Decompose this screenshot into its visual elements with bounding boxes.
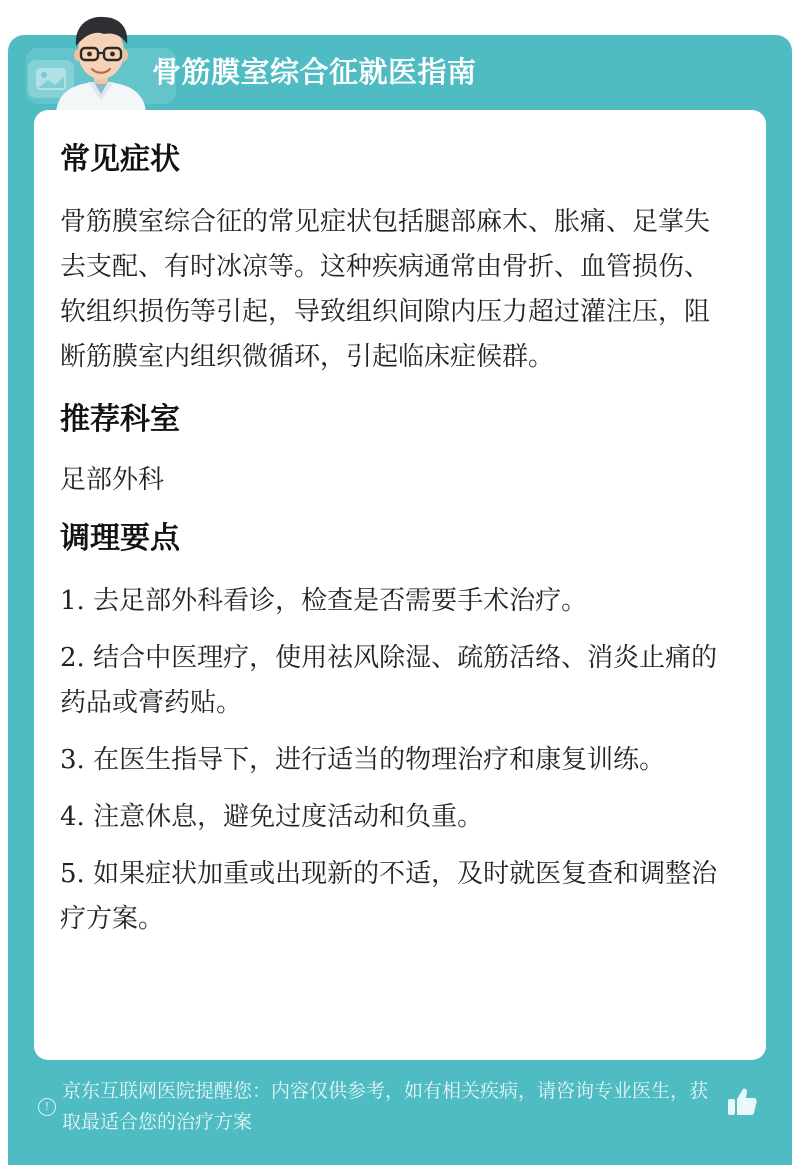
care-item-text: 去足部外科看诊，检查是否需要手术治疗。 (93, 586, 588, 616)
care-heading: 调理要点 (60, 521, 180, 556)
care-item-number: 1. (60, 586, 85, 616)
care-item-number: 2. (60, 643, 85, 673)
thumbs-up-icon[interactable] (726, 1086, 758, 1118)
care-item-text: 如果症状加重或出现新的不适，及时就医复查和调整治疗方案。 (60, 859, 718, 934)
doctor-avatar (48, 8, 154, 112)
department-text: 足部外科 (60, 465, 165, 495)
care-item-text: 结合中医理疗，使用祛风除湿、疏筋活络、消炎止痛的药品或膏药贴。 (60, 643, 718, 718)
department-heading: 推荐科室 (60, 402, 180, 437)
symptoms-heading: 常见症状 (60, 142, 180, 177)
care-item (60, 852, 728, 942)
info-icon: ! (38, 1098, 56, 1116)
content-card (34, 110, 766, 1060)
care-item (60, 738, 728, 783)
care-item-number: 4. (60, 802, 85, 832)
page-title: 骨筋膜室综合征就医指南 (152, 55, 477, 89)
care-item-text: 在医生指导下，进行适当的物理治疗和康复训练。 (93, 745, 666, 775)
care-item-text: 注意休息，避免过度活动和负重。 (93, 802, 484, 832)
care-item (60, 795, 728, 840)
symptoms-text: 骨筋膜室综合征的常见症状包括腿部麻木、胀痛、足掌失去支配、有时冰凉等。这种疾病通常由骨折、血管损伤、软组织损伤等引起，导致组织间隙内压力超过灌注压，阻断筋膜室内组织微循环，引起临床症候群。 (60, 207, 711, 372)
care-item (60, 636, 728, 726)
care-item-number: 5. (60, 859, 85, 889)
disclaimer-text: 京东互联网医院提醒您：内容仅供参考，如有相关疾病，请咨询专业医生，获取最适合您的治疗方案 (62, 1080, 709, 1133)
care-item (60, 579, 728, 624)
care-item-number: 3. (60, 745, 85, 775)
